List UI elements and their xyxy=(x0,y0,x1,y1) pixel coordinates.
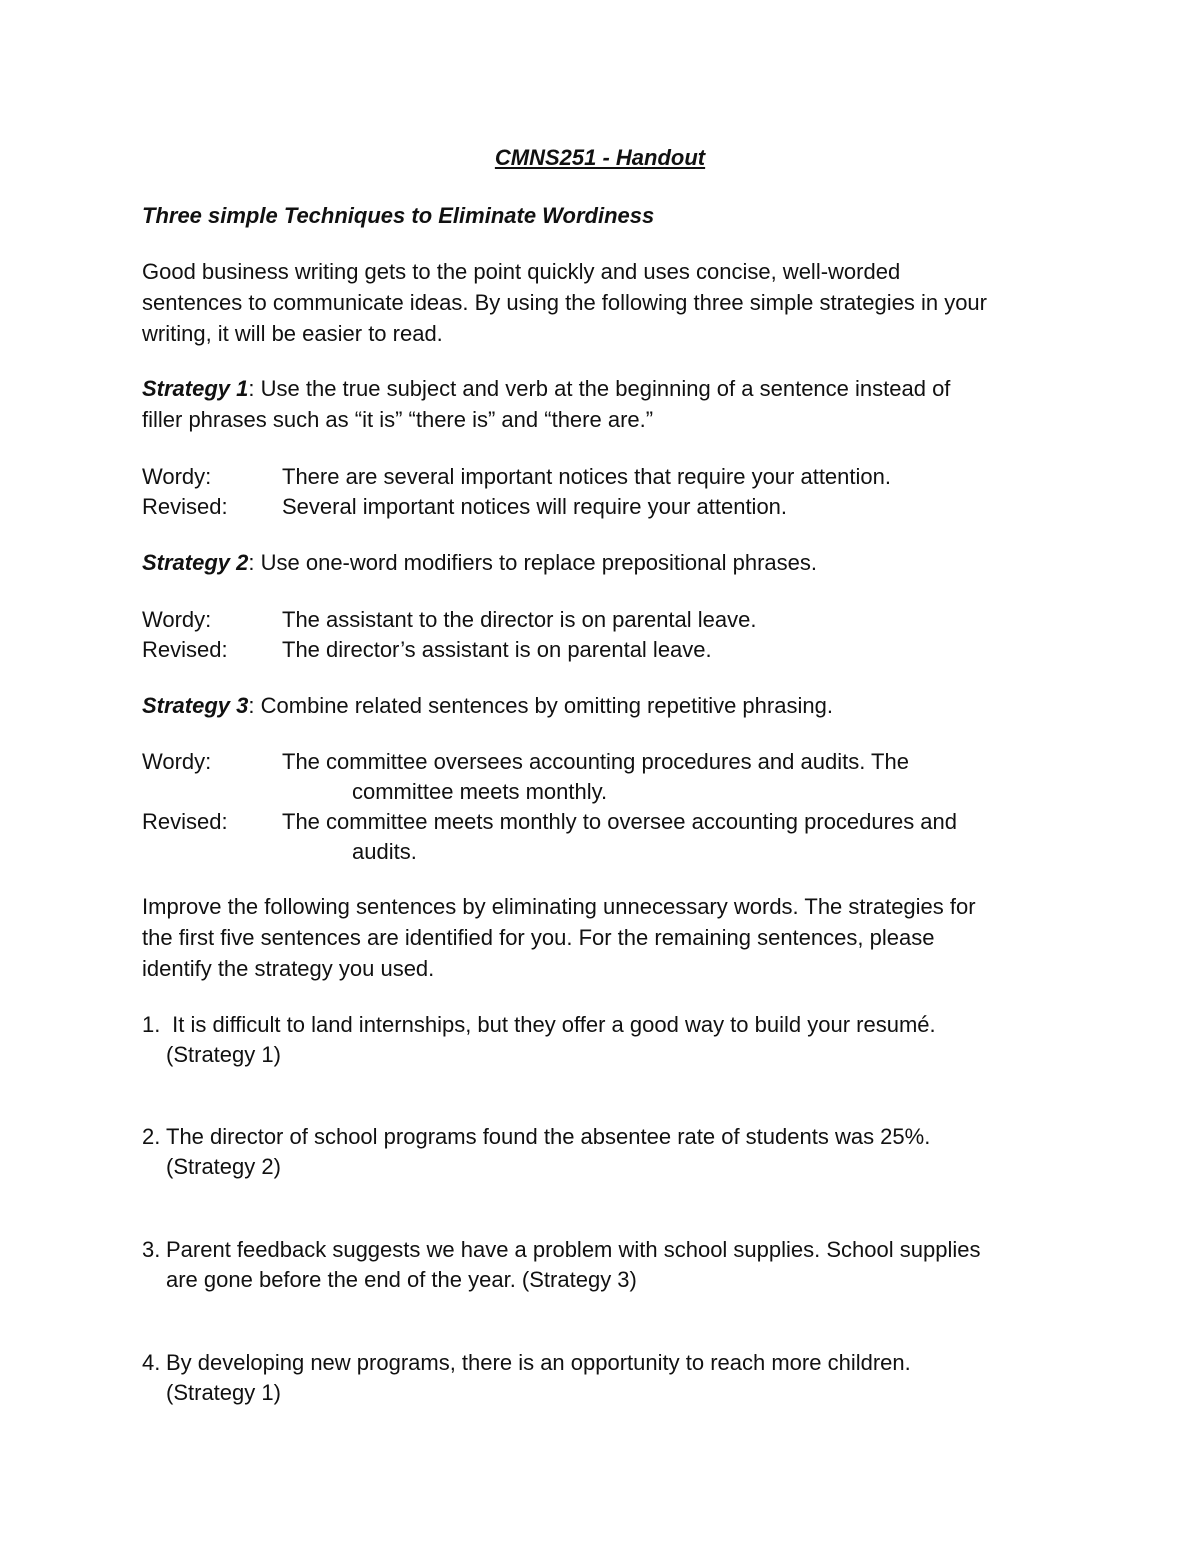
strategy-2-wordy-text: The assistant to the director is on parental leave. xyxy=(282,607,757,632)
exercise-number: 2. xyxy=(142,1124,161,1149)
exercise-strategy-note: (Strategy 2) xyxy=(166,1154,281,1179)
strategy-2-wordy-label: Wordy: xyxy=(142,607,212,632)
strategy-3-wordy-label: Wordy: xyxy=(142,749,212,774)
strategy-1-text-cont: filler phrases such as “it is” “there is” and “there are.” xyxy=(142,407,654,432)
strategy-1-heading xyxy=(142,374,950,404)
strategy-2-revised-label: Revised: xyxy=(142,637,228,662)
instructions-line: identify the strategy you used. xyxy=(142,956,435,981)
exercise-text: It is difficult to land internships, but they offer a good way to build your resumé. xyxy=(166,1012,936,1037)
strategy-3-heading xyxy=(142,691,833,721)
strategy-2-label: Strategy 2 xyxy=(142,550,249,575)
instructions-line: Improve the following sentences by eliminating unnecessary words. The strategies for xyxy=(142,894,976,919)
strategy-3-revised-label: Revised: xyxy=(142,809,228,834)
strategy-1-wordy-text: There are several important notices that require your attention. xyxy=(282,464,891,489)
strategy-3-wordy-text: The committee oversees accounting procedures and audits. The xyxy=(282,749,909,774)
intro-line: sentences to communicate ideas. By using the following three simple strategies in your xyxy=(142,290,987,315)
strategy-2-text: : Use one-word modifiers to replace prepositional phrases. xyxy=(248,550,818,575)
exercise-text: The director of school programs found the absentee rate of students was 25%. xyxy=(166,1124,931,1149)
strategy-3-revised-text: The committee meets monthly to oversee accounting procedures and xyxy=(282,809,958,834)
strategy-1-text: : Use the true subject and verb at the beginning of a sentence instead of xyxy=(248,376,951,401)
strategy-1-revised-label: Revised: xyxy=(142,494,228,519)
strategy-2-revised-text: The director’s assistant is on parental leave. xyxy=(282,637,712,662)
strategy-2-heading xyxy=(142,548,817,578)
strategy-3-wordy-text-cont: committee meets monthly. xyxy=(352,779,608,804)
exercise-text-cont: are gone before the end of the year. (Strategy 3) xyxy=(166,1267,637,1292)
exercise-number: 3. xyxy=(142,1237,161,1262)
exercise-text: By developing new programs, there is an opportunity to reach more children. xyxy=(166,1350,911,1375)
intro-line: writing, it will be easier to read. xyxy=(142,321,443,346)
exercise-text: Parent feedback suggests we have a problem with school supplies. School supplies xyxy=(166,1237,981,1262)
page-subtitle: Three simple Techniques to Eliminate Wordiness xyxy=(142,203,655,228)
exercise-strategy-note: (Strategy 1) xyxy=(166,1042,281,1067)
strategy-3-revised-text-cont: audits. xyxy=(352,839,417,864)
instructions-line: the first five sentences are identified for you. For the remaining sentences, please xyxy=(142,925,935,950)
exercise-number: 1. xyxy=(142,1012,161,1037)
page-title: CMNS251 - Handout xyxy=(494,145,706,170)
exercise-strategy-note: (Strategy 1) xyxy=(166,1380,281,1405)
exercise-number: 4. xyxy=(142,1350,161,1375)
strategy-3-text: : Combine related sentences by omitting repetitive phrasing. xyxy=(248,693,833,718)
strategy-1-label: Strategy 1 xyxy=(142,376,249,401)
strategy-1-wordy-label: Wordy: xyxy=(142,464,212,489)
strategy-1-revised-text: Several important notices will require your attention. xyxy=(282,494,788,519)
strategy-3-label: Strategy 3 xyxy=(142,693,249,718)
intro-line: Good business writing gets to the point quickly and uses concise, well-worded xyxy=(142,259,901,284)
